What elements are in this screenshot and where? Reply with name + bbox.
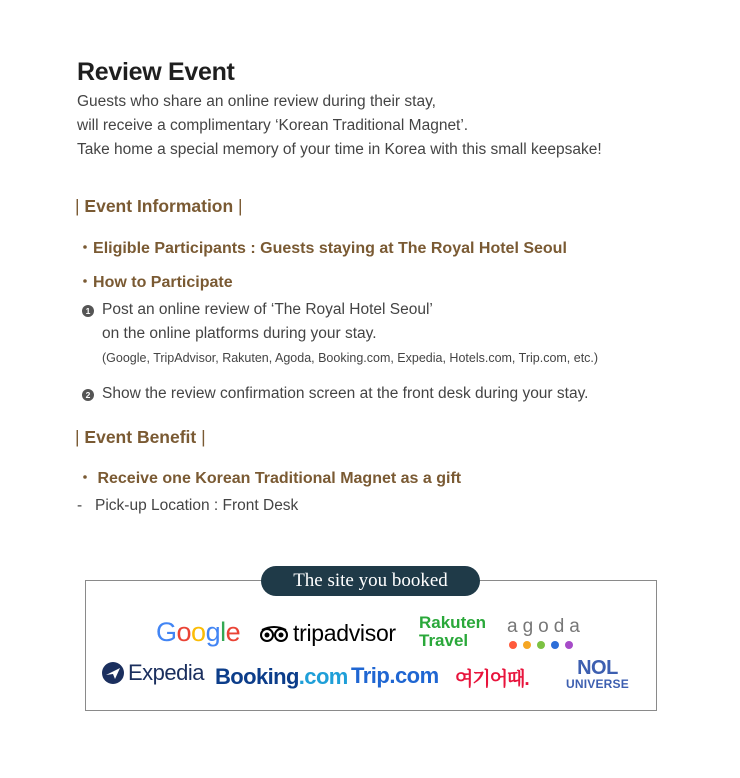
tripadvisor-logo: tripadvisor (259, 620, 396, 647)
intro-line-2: will receive a complimentary ‘Korean Traditional Magnet’. (77, 117, 469, 134)
booking-com-logo: Booking.com (215, 664, 348, 689)
eligible-participants: ・Eligible Participants : Guests staying at The Royal Hotel Seoul (77, 240, 567, 257)
step-2-number: 2 (82, 389, 94, 401)
expedia-plane-icon (101, 661, 125, 685)
agoda-dots-icon (509, 641, 585, 649)
step-2-line-1: Show the review confirmation screen at the front desk during your stay. (102, 385, 589, 402)
google-logo: Google (156, 617, 241, 647)
pickup-dash: - (77, 497, 83, 514)
step-1-line-1: Post an online review of ‘The Royal Hotel Seoul’ (102, 301, 433, 318)
intro-line-3: Take home a special memory of your time in Korea with this small keepsake! (77, 141, 602, 158)
agoda-logo: agoda (507, 616, 585, 649)
step-1-line-2: on the online platforms during your stay. (102, 325, 377, 342)
gift-benefit: ・ Receive one Korean Traditional Magnet as a gift (77, 470, 462, 487)
yeogieottae-logo: 여기어때. (455, 669, 529, 690)
step-1-number: 1 (82, 305, 94, 317)
event-information-heading: | Event Information | (75, 196, 243, 216)
intro-line-1: Guests who share an online review during their stay, (77, 93, 436, 110)
nol-universe-logo: NOL UNIVERSE (566, 657, 629, 691)
booking-sites-title: The site you booked (261, 566, 480, 596)
pickup-location: Pick-up Location : Front Desk (95, 497, 299, 514)
event-benefit-heading: | Event Benefit | (75, 427, 206, 447)
trip-com-logo: Trip.com (351, 663, 439, 688)
how-to-participate-heading: ・How to Participate (77, 274, 233, 291)
rakuten-travel-logo: Rakuten Travel (419, 613, 487, 650)
owl-eyes-icon (259, 625, 289, 643)
platform-list-note: (Google, TripAdvisor, Rakuten, Agoda, Booking.com, Expedia, Hotels.com, Trip.com, etc.) (102, 351, 599, 365)
page-title: Review Event (77, 58, 235, 86)
expedia-logo: Expedia (101, 660, 204, 686)
